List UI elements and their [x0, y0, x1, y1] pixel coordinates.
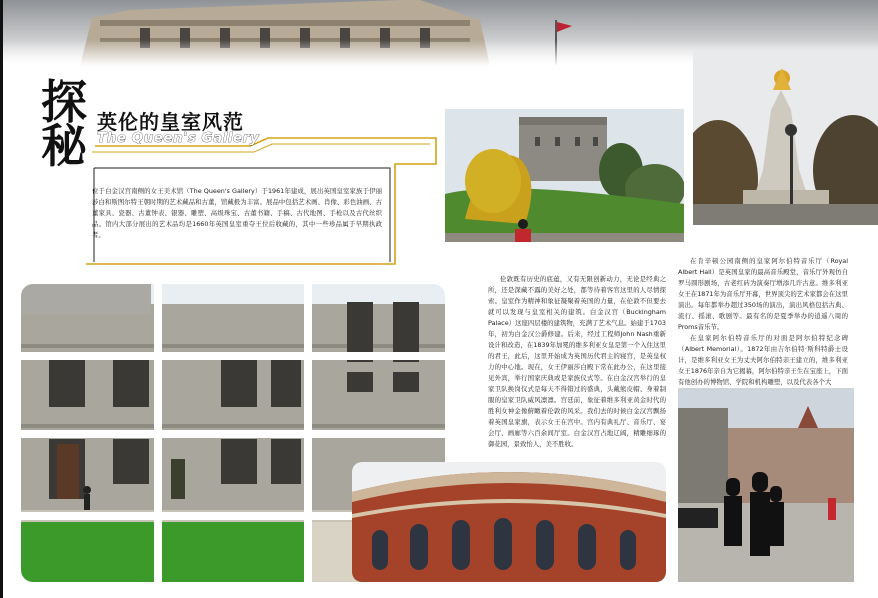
body-column-right [678, 256, 848, 388]
title-english: The Queen's Gallery [97, 130, 260, 146]
photo-victoria-memorial [693, 50, 878, 225]
photo-royal-guards [678, 388, 854, 582]
body-paragraph-albert-memorial: 在皇家阿尔伯特音乐厅的对面是阿尔伯特纪念碑（Albert Memorial）。1872年由吉尔伯特·斯科特爵士设计，是维多利亚女王为丈夫阿尔伯特亲王建立的，维多利亚女王1876年亲自为它揭幕，阿尔伯特亲王生在宝座上，下面有他创办的博物馆、学院和机构雕塑，以及代表各个大 [678, 334, 848, 386]
body-paragraph-albert-hall: 在肯辛顿公园南侧的皇家阿尔伯特音乐厅（Royal Albert Hall）是英国皇家的最高音乐殿堂，音乐厅外观仿自罗马圆形剧场，古老红砖为演奏厅增添几许古意。维多利亚女王在1871年为音乐厅开幕，世界顶尖的艺术家都会在这里演出。每年都举办超过350场的演出，演出风格包括古典、流行、摇滚、歌剧等。最有名的是夏季举办的逍遥八周的Proms音乐节。 [678, 257, 848, 331]
title-chinese: 英伦的皇室风范 [97, 110, 244, 134]
photo-royal-albert-hall [352, 462, 666, 582]
intro-paragraph: 位于白金汉宫南侧的女王美术馆（The Queen's Gallery）于1961年建成，展出英国皇室家族于伊丽莎白和斯图尔特王朝时期的艺术藏品和古董，馆藏极为丰富。展品中包括艺术画、肖像、彩色油画、古董家具、瓷器、古董钟表、银器、雕塑、高级珠宝、古董书籍、手稿、古代地图、手枪以及古代丝织品。馆内大部分展出的艺术品均是1660年英国皇室重夺王位后收藏的，其中一些珍品属于早期执政者。 [92, 187, 382, 239]
photo-windsor-round-tower [445, 109, 684, 242]
section-heading-big: 探秘 [41, 75, 87, 173]
body-paragraph-buckingham: 伦敦既有历史的底蕴，又有无限创新动力，无论是经典之所，还是深藏不露的美好之处，都等待着客官这里的人尽情探索。皇室作为精神和象征凝聚着英国的力量，在伦敦不但要去就可以发现与皇室相关的建筑。白金汉宫（Buckingham Palace）这座四层楼的建筑物，充满了艺术气息。始建于1703年，初为白金汉公爵修建。后来，经过工程师John Nash重新设计和改造，在1839年加冕的维多利亚女皇是第一个入住这里的君王，此后，这里开始成为英国历代君主的寝宫，是英皇权力的中心地。现在，女王伊丽莎白殿下常在此办公，在这里接见外宾，举行国家庆典或是家族仪式等。在白金汉宫举行的皇家卫队换岗仪式是每天不得错过的盛典，头戴熊皮帽、身着制服的皇家卫队威风凛凛。宫廷前，象征着维多利亚黄金时代的胜利女神金像俯瞰着伦敦的风采。我们去的时候白金汉宫飘扬着英国皇家旗，表示女王在宫中。宫内有典礼厅、音乐厅、宴会厅、画廊等六百余间厅室。白金汉宫占地辽阔，精雕细琢的御花园，景致怡人，美不胜收。 [488, 275, 666, 448]
